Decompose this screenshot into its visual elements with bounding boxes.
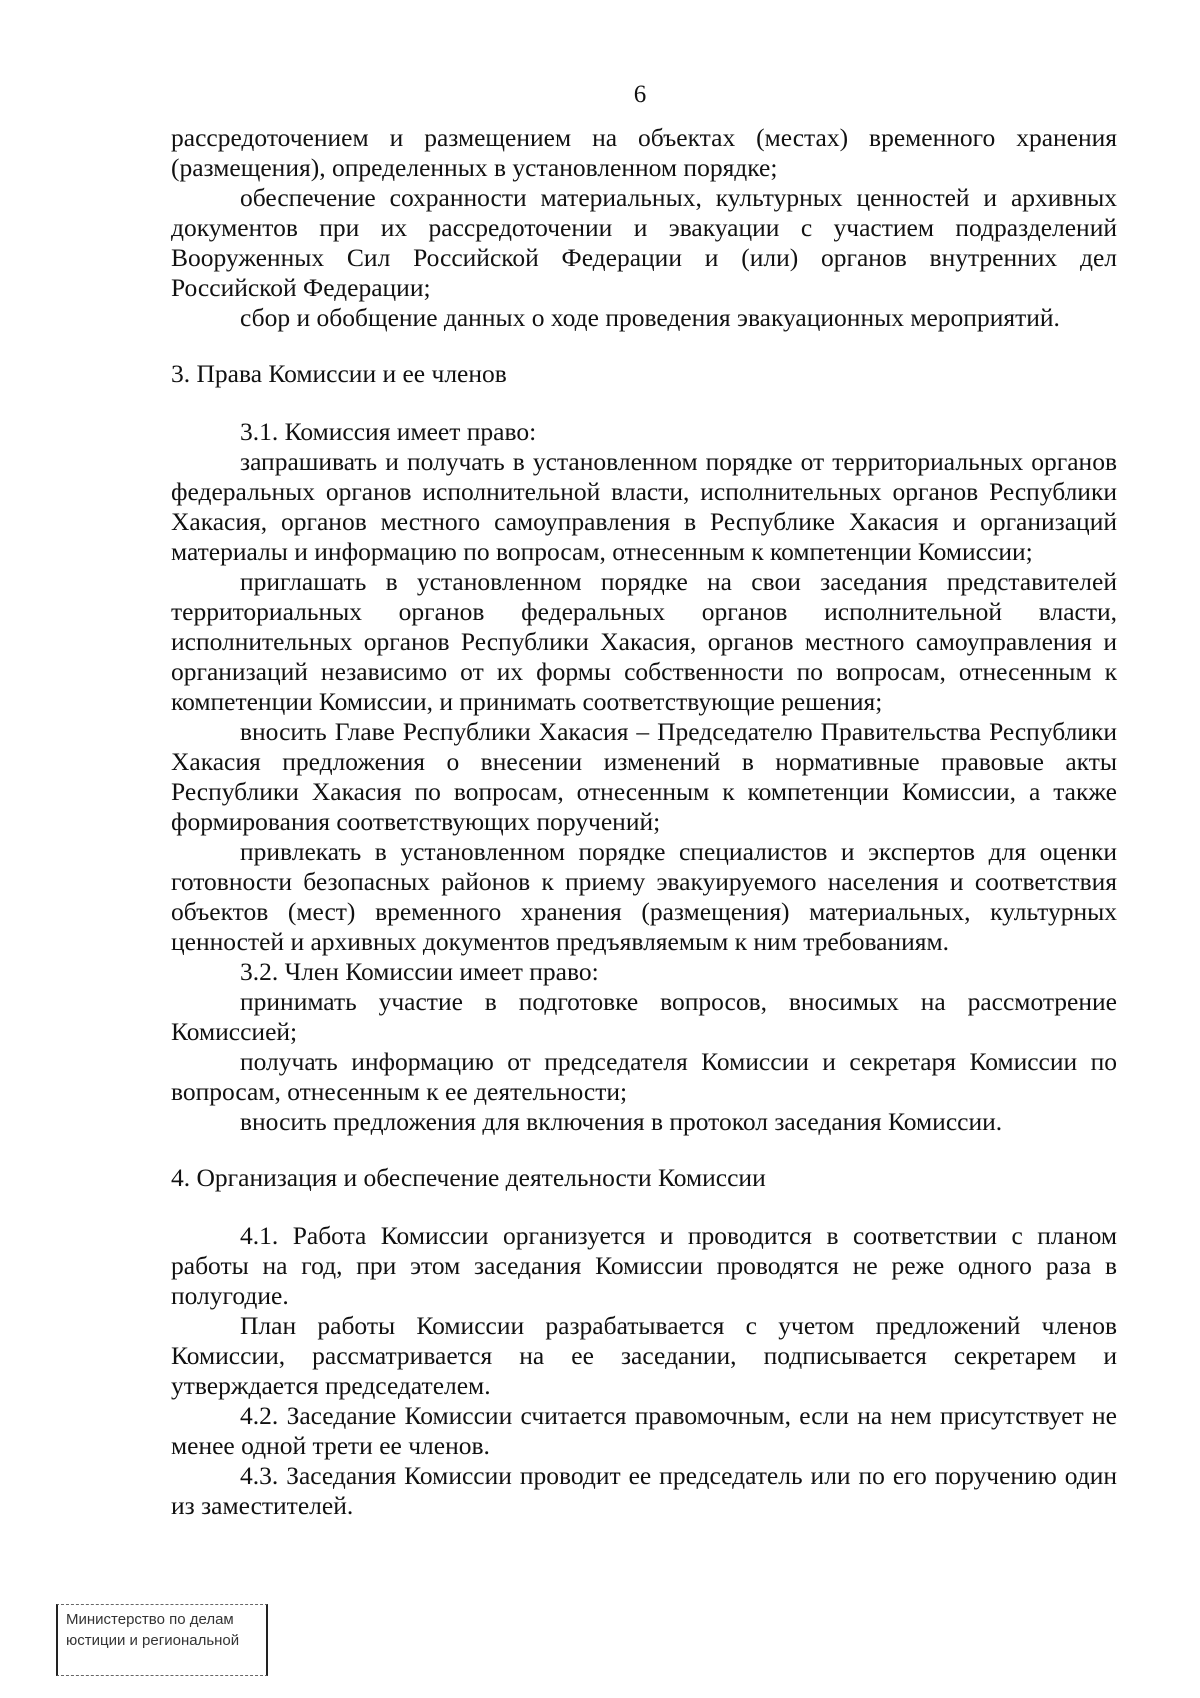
section-heading-4: 4. Организация и обеспечение деятельности Комиссии (171, 1163, 766, 1192)
paragraph: План работы Комиссии разрабатывается с учетом предложений членов Комиссии, рассматривается на ее заседании, подписывается секретарем и утверждается председателем. (171, 1311, 1117, 1400)
paragraph: рассредоточением и размещением на объектах (местах) временного хранения (размещения), определенных в установленном порядке; (171, 123, 1117, 182)
paragraph: сбор и обобщение данных о ходе проведения эвакуационных мероприятий. (240, 303, 1060, 332)
document-body (171, 123, 1117, 1521)
paragraph: принимать участие в подготовке вопросов, вносимых на рассмотрение Комиссией; (171, 987, 1117, 1046)
section-heading-3: 3. Права Комиссии и ее членов (171, 359, 507, 388)
paragraph: обеспечение сохранности материальных, культурных ценностей и архивных документов при их рассредоточении и эвакуации с участием подразделений Вооруженных Сил Российской Федерации и (или) органов внутренних дел Российской Федерации; (171, 183, 1117, 302)
clause-3-1: 3.1. Комиссия имеет право: (240, 417, 537, 446)
stamp-line-1: Министерство по делам (66, 1611, 234, 1628)
paragraph: приглашать в установленном порядке на свои заседания представителей территориальных органов федеральных органов исполнительной власти, исполнительных органов Республики Хакасия, органов местного самоуправления и организаций независимо от их формы собственности по вопросам, отнесенным к компетенции Комиссии, и принимать соответствующие решения; (171, 567, 1117, 716)
registration-stamp (56, 1604, 268, 1676)
paragraph: вносить Главе Республики Хакасия – Председателю Правительства Республики Хакасия предложения о внесении изменений в нормативные правовые акты Республики Хакасия по вопросам, отнесенным к компетенции Комиссии, а также формирования соответствующих поручений; (171, 717, 1117, 836)
paragraph: запрашивать и получать в установленном порядке от территориальных органов федеральных органов исполнительной власти, исполнительных органов Республики Хакасия, органов местного самоуправления в Республике Хакасия и организаций материалы и информацию по вопросам, отнесенным к компетенции Комиссии; (171, 447, 1117, 566)
clause-4-2: 4.2. Заседание Комиссии считается правомочным, если на нем присутствует не менее одной трети ее членов. (171, 1401, 1117, 1460)
page-number: 6 (633, 81, 647, 108)
stamp-line-2: юстиции и региональной (66, 1632, 240, 1649)
clause-4-1: 4.1. Работа Комиссии организуется и проводится в соответствии с планом работы на год, при этом заседания Комиссии проводятся не реже одного раза в полугодие. (171, 1221, 1117, 1310)
paragraph: получать информацию от председателя Комиссии и секретаря Комиссии по вопросам, отнесенным к ее деятельности; (171, 1047, 1117, 1106)
clause-3-2: 3.2. Член Комиссии имеет право: (240, 957, 599, 986)
paragraph: привлекать в установленном порядке специалистов и экспертов для оценки готовности безопасных районов к приему эвакуируемого населения и соответствия объектов (мест) временного хранения (размещения) материальных, культурных ценностей и архивных документов предъявляемым к ним требованиям. (171, 837, 1117, 956)
clause-4-3: 4.3. Заседания Комиссии проводит ее председатель или по его поручению один из заместителей. (171, 1461, 1117, 1520)
paragraph: вносить предложения для включения в протокол заседания Комиссии. (240, 1107, 1003, 1136)
